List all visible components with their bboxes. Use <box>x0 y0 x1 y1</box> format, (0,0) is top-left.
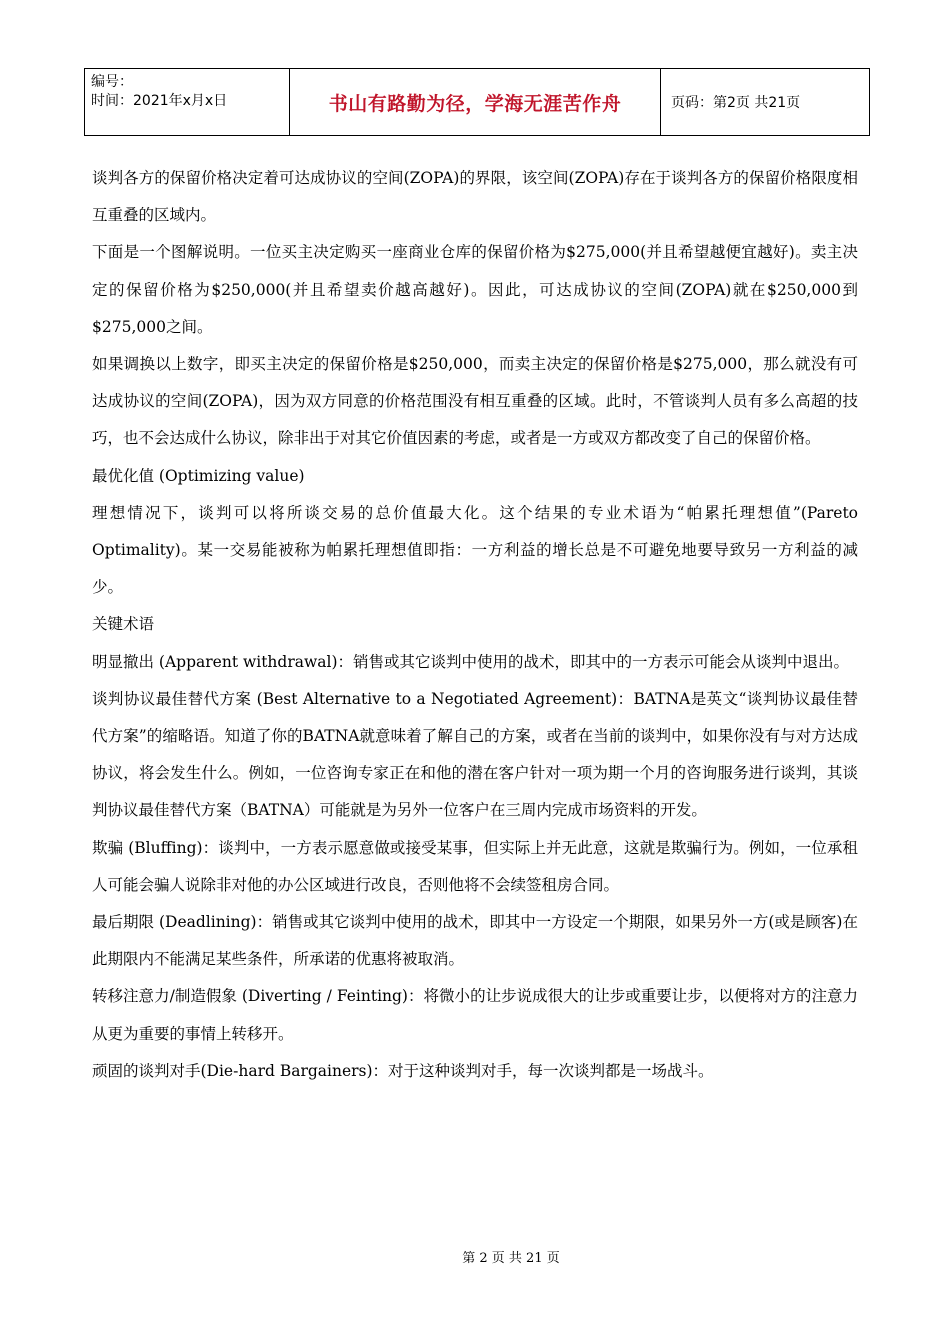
page-footer: 第 2 页 共 21 页 <box>462 1251 560 1266</box>
paragraph-zopa-definition: 谈判各方的保留价格决定着可达成协议的空间(ZOPA)的界限，该空间(ZOPA)存在于谈判各方的保留价格限度相互重叠的区域内。 <box>92 169 858 225</box>
heading-key-terms: 关键术语 <box>92 615 155 634</box>
paragraph-pareto: 理想情况下，谈判可以将所谈交易的总价值最大化。这个结果的专业术语为“帕累托理想值”(Pareto Optimality)。某一交易能被称为帕累托理想值即指：一方利益的增长总是不可避免地要导致另一方利益的减少。 <box>92 503 858 597</box>
document-body <box>92 160 858 1090</box>
term-bluffing: 欺骗 (Bluffing)：谈判中，一方表示愿意做或接受某事，但实际上并无此意，这就是欺骗行为。例如，一位承租人可能会骗人说除非对他的办公区域进行改良，否则他将不会续签租房合同。 <box>92 838 858 894</box>
number-label: 编号： <box>91 74 133 90</box>
heading-optimizing-value: 最优化值 (Optimizing value) <box>92 466 305 485</box>
paragraph-zopa-example: 下面是一个图解说明。一位买主决定购买一座商业仓库的保留价格为$275,000(并且希望越便宜越好)。卖主决定的保留价格为$250,000(并且希望卖价越高越好)。因此，可达成协议的空间(ZOPA)就在$250,000到$275,000之间。 <box>92 243 858 336</box>
header-motto: 书山有路勤为径，学海无涯苦作舟 <box>290 69 661 136</box>
term-die-hard-bargainers: 顽固的谈判对手(Die-hard Bargainers)：对于这种谈判对手，每一次谈判都是一场战斗。 <box>92 1061 714 1080</box>
header-table <box>84 68 870 136</box>
term-deadlining: 最后期限 (Deadlining)：销售或其它谈判中使用的战术，即其中一方设定一个期限，如果另外一方(或是顾客)在此期限内不能满足某些条件，所承诺的优惠将被取消。 <box>92 913 858 969</box>
term-apparent-withdrawal: 明显撤出 (Apparent withdrawal)：销售或其它谈判中使用的战术，即其中的一方表示可能会从谈判中退出。 <box>92 652 849 671</box>
header-page-info: 页码：第2页 共21页 <box>661 69 870 136</box>
term-diverting-feinting: 转移注意力/制造假象 (Diverting / Feinting)：将微小的让步说成很大的让步或重要让步，以便将对方的注意力从更为重要的事情上转移开。 <box>92 987 858 1043</box>
paragraph-no-zopa: 如果调换以上数字，即买主决定的保留价格是$250,000，而卖主决定的保留价格是$275,000，那么就没有可达成协议的空间(ZOPA)，因为双方同意的价格范围没有相互重叠的区域。此时，不管谈判人员有多么高超的技巧，也不会达成什么协议，除非出于对其它价值因素的考虑，或者是一方或双方都改变了自己的保留价格。 <box>92 355 858 448</box>
header-meta-cell <box>85 69 290 136</box>
date-label: 时间：2021年x月x日 <box>91 93 228 109</box>
term-batna: 谈判协议最佳替代方案 (Best Alternative to a Negotiated Agreement)：BATNA是英文“谈判协议最佳替代方案”的缩略语。知道了你的BATNA就意味着了解自己的方案，或者在当前的谈判中，如果你没有与对方达成协议，将会发生什么。例如，一位咨询专家正在和他的潜在客户针对一项为期一个月的咨询服务进行谈判，其谈判协议最佳替代方案（BATNA）可能就是为另外一位客户在三周内完成市场资料的开发。 <box>92 689 858 820</box>
